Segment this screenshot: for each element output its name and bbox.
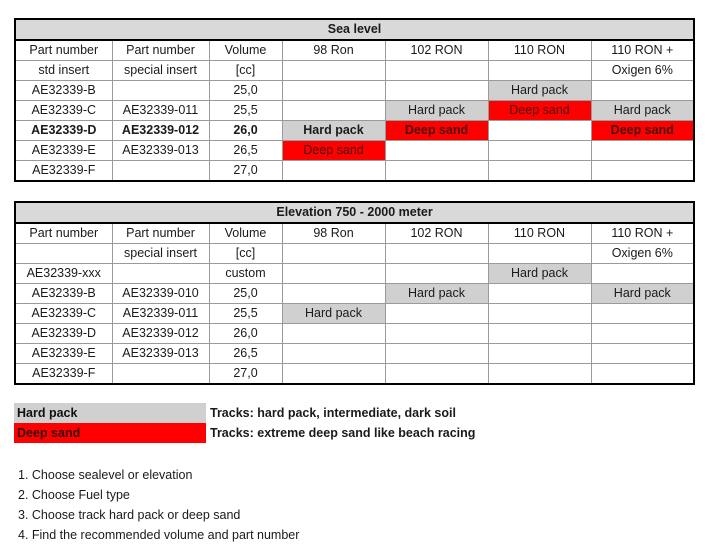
volume-cell: 26,0	[209, 121, 282, 141]
special-insert-cell: AE32339-013	[112, 141, 209, 161]
table-row	[15, 161, 694, 182]
track-cell	[591, 304, 694, 324]
track-cell: Deep sand	[385, 121, 488, 141]
column-header: std insert	[15, 61, 112, 81]
part-number-cell: AE32339-D	[15, 121, 112, 141]
track-cell	[591, 161, 694, 182]
column-header	[282, 61, 385, 81]
track-cell	[488, 304, 591, 324]
table-header-row	[15, 223, 694, 244]
part-number-cell: AE32339-B	[15, 284, 112, 304]
part-number-cell: AE32339-F	[15, 161, 112, 182]
volume-cell: 27,0	[209, 161, 282, 182]
volume-cell: 26,5	[209, 344, 282, 364]
part-number-cell: AE32339-C	[15, 304, 112, 324]
track-cell	[282, 284, 385, 304]
volume-cell: 25,0	[209, 81, 282, 101]
column-header	[385, 244, 488, 264]
track-cell	[488, 141, 591, 161]
instructions-list	[18, 465, 299, 545]
track-cell	[591, 364, 694, 385]
step-2: 2. Choose Fuel type	[18, 488, 130, 502]
volume-cell: 25,5	[209, 101, 282, 121]
special-insert-cell	[112, 364, 209, 385]
table-row	[15, 121, 694, 141]
table-title-row	[15, 202, 694, 223]
volume-cell: custom	[209, 264, 282, 284]
column-header: Part number	[112, 40, 209, 61]
legend-desc-hard-pack: Tracks: hard pack, intermediate, dark soil	[210, 406, 456, 420]
volume-cell: 26,5	[209, 141, 282, 161]
sea-level-table	[14, 18, 695, 182]
column-header: Oxigen 6%	[591, 61, 694, 81]
elevation-table	[14, 201, 695, 385]
track-cell: Hard pack	[282, 304, 385, 324]
legend	[14, 403, 475, 443]
table-row	[15, 304, 694, 324]
column-header: [cc]	[209, 61, 282, 81]
column-header: Part number	[15, 223, 112, 244]
track-cell	[282, 81, 385, 101]
track-cell	[591, 344, 694, 364]
column-header: Volume	[209, 40, 282, 61]
special-insert-cell: AE32339-013	[112, 344, 209, 364]
track-cell	[591, 264, 694, 284]
track-cell: Hard pack	[282, 121, 385, 141]
track-cell	[385, 364, 488, 385]
part-number-cell: AE32339-E	[15, 141, 112, 161]
track-cell	[385, 324, 488, 344]
column-header	[282, 244, 385, 264]
table-title: Elevation 750 - 2000 meter	[15, 202, 694, 223]
track-cell: Deep sand	[591, 121, 694, 141]
column-header: 110 RON +	[591, 223, 694, 244]
special-insert-cell: AE32339-012	[112, 121, 209, 141]
table-row	[15, 101, 694, 121]
track-cell: Hard pack	[591, 101, 694, 121]
table-title: Sea level	[15, 19, 694, 40]
table-row	[15, 324, 694, 344]
column-header: special insert	[112, 61, 209, 81]
column-header: 110 RON	[488, 40, 591, 61]
volume-cell: 25,0	[209, 284, 282, 304]
track-cell	[282, 364, 385, 385]
column-header: special insert	[112, 244, 209, 264]
table-row	[15, 264, 694, 284]
part-number-cell: AE32339-xxx	[15, 264, 112, 284]
track-cell	[385, 344, 488, 364]
volume-cell: 25,5	[209, 304, 282, 324]
table-row	[15, 344, 694, 364]
track-cell	[385, 304, 488, 324]
track-cell	[282, 161, 385, 182]
track-cell: Hard pack	[488, 264, 591, 284]
part-number-cell: AE32339-B	[15, 81, 112, 101]
legend-row-deep-sand	[14, 423, 475, 443]
step-1: 1. Choose sealevel or elevation	[18, 468, 193, 482]
track-cell	[488, 344, 591, 364]
part-number-cell: AE32339-F	[15, 364, 112, 385]
track-cell: Hard pack	[488, 81, 591, 101]
track-cell	[385, 264, 488, 284]
track-cell	[488, 324, 591, 344]
column-header: 102 RON	[385, 223, 488, 244]
special-insert-cell: AE32339-011	[112, 101, 209, 121]
table-row	[15, 364, 694, 385]
track-cell	[385, 141, 488, 161]
special-insert-cell: AE32339-011	[112, 304, 209, 324]
column-header	[488, 61, 591, 81]
table-header-row	[15, 40, 694, 61]
track-cell	[385, 161, 488, 182]
track-cell	[282, 344, 385, 364]
table-row	[15, 141, 694, 161]
special-insert-cell	[112, 264, 209, 284]
legend-desc-deep-sand: Tracks: extreme deep sand like beach racing	[210, 426, 476, 440]
column-header: [cc]	[209, 244, 282, 264]
table-header-row	[15, 61, 694, 81]
volume-cell: 26,0	[209, 324, 282, 344]
track-cell	[591, 324, 694, 344]
volume-cell: 27,0	[209, 364, 282, 385]
column-header: Part number	[15, 40, 112, 61]
part-number-cell: AE32339-C	[15, 101, 112, 121]
track-cell	[488, 161, 591, 182]
track-cell	[591, 141, 694, 161]
step-3: 3. Choose track hard pack or deep sand	[18, 508, 241, 522]
track-cell	[488, 284, 591, 304]
special-insert-cell	[112, 161, 209, 182]
column-header: 110 RON +	[591, 40, 694, 61]
column-header	[488, 244, 591, 264]
track-cell: Hard pack	[591, 284, 694, 304]
part-number-cell: AE32339-E	[15, 344, 112, 364]
special-insert-cell	[112, 81, 209, 101]
table-title-row	[15, 19, 694, 40]
special-insert-cell: AE32339-012	[112, 324, 209, 344]
column-header: Volume	[209, 223, 282, 244]
column-header: 110 RON	[488, 223, 591, 244]
legend-swatch-deep-sand: Deep sand	[14, 423, 206, 443]
track-cell: Hard pack	[385, 101, 488, 121]
track-cell	[282, 101, 385, 121]
column-header: Oxigen 6%	[591, 244, 694, 264]
column-header	[385, 61, 488, 81]
track-cell	[488, 121, 591, 141]
legend-row-hard-pack	[14, 403, 475, 423]
column-header: 98 Ron	[282, 40, 385, 61]
track-cell	[591, 81, 694, 101]
track-cell	[385, 81, 488, 101]
table-row	[15, 81, 694, 101]
track-cell: Hard pack	[385, 284, 488, 304]
legend-swatch-hard-pack: Hard pack	[14, 403, 206, 423]
table-row	[15, 284, 694, 304]
column-header	[15, 244, 112, 264]
column-header: 98 Ron	[282, 223, 385, 244]
step-4: 4. Find the recommended volume and part number	[18, 528, 300, 542]
track-cell	[282, 264, 385, 284]
table-header-row	[15, 244, 694, 264]
track-cell: Deep sand	[282, 141, 385, 161]
track-cell	[282, 324, 385, 344]
track-cell	[488, 364, 591, 385]
part-number-cell: AE32339-D	[15, 324, 112, 344]
column-header: 102 RON	[385, 40, 488, 61]
column-header: Part number	[112, 223, 209, 244]
special-insert-cell: AE32339-010	[112, 284, 209, 304]
track-cell: Deep sand	[488, 101, 591, 121]
